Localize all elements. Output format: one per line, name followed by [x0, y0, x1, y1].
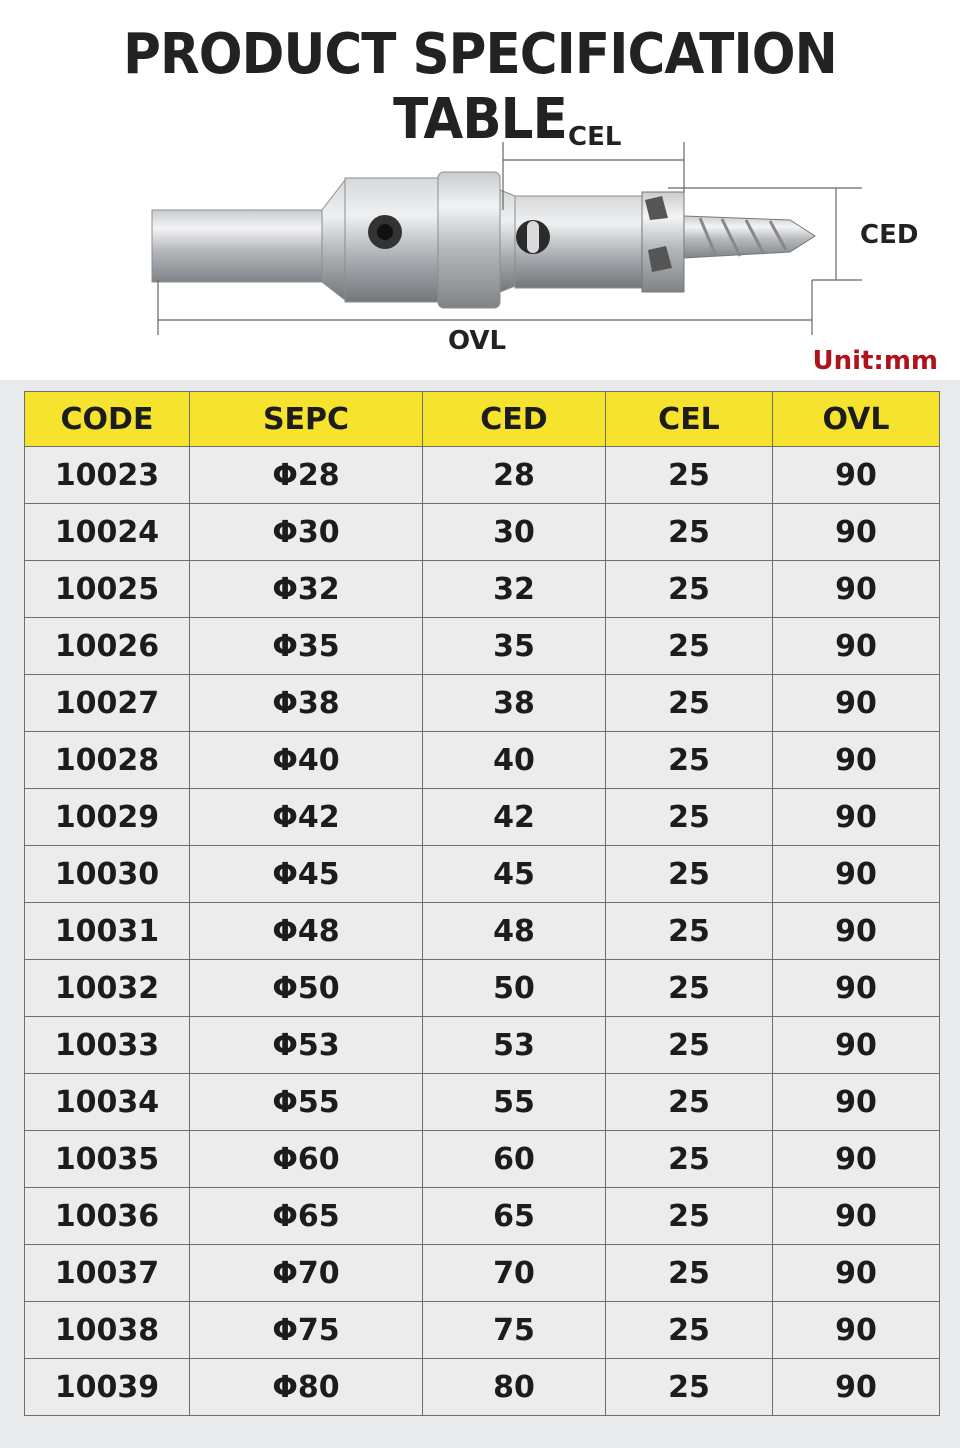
cell-ovl: 90	[773, 1131, 940, 1188]
cell-code: 10029	[25, 789, 190, 846]
cell-sepc: Φ38	[190, 675, 423, 732]
cell-cel: 25	[606, 561, 773, 618]
table-header-row	[25, 392, 940, 447]
cell-code: 10035	[25, 1131, 190, 1188]
cell-cel: 25	[606, 1302, 773, 1359]
cell-ced: 55	[423, 1074, 606, 1131]
table-row	[25, 618, 940, 675]
cell-cel: 25	[606, 789, 773, 846]
table-row	[25, 1188, 940, 1245]
cell-sepc: Φ80	[190, 1359, 423, 1416]
cell-sepc: Φ28	[190, 447, 423, 504]
cell-ced: 28	[423, 447, 606, 504]
ovl-label: OVL	[448, 326, 507, 356]
cell-ovl: 90	[773, 1017, 940, 1074]
pilot-drill	[684, 216, 815, 258]
cell-cel: 25	[606, 1188, 773, 1245]
cell-code: 10037	[25, 1245, 190, 1302]
page-title: PRODUCT SPECIFICATION TABLE	[123, 22, 837, 152]
header-ced: CED	[423, 392, 606, 447]
cell-sepc: Φ65	[190, 1188, 423, 1245]
collar	[438, 172, 500, 308]
product-diagram	[0, 100, 960, 380]
cell-ced: 42	[423, 789, 606, 846]
cell-ovl: 90	[773, 789, 940, 846]
cell-ced: 40	[423, 732, 606, 789]
table-row	[25, 1074, 940, 1131]
cell-ced: 30	[423, 504, 606, 561]
cell-ovl: 90	[773, 561, 940, 618]
cell-cel: 25	[606, 1074, 773, 1131]
cell-ced: 32	[423, 561, 606, 618]
cell-cel: 25	[606, 846, 773, 903]
cell-ced: 35	[423, 618, 606, 675]
cel-label: CEL	[568, 122, 622, 152]
cell-ced: 50	[423, 960, 606, 1017]
neck	[500, 190, 515, 292]
cell-sepc: Φ70	[190, 1245, 423, 1302]
table-row	[25, 1245, 940, 1302]
shank	[152, 210, 322, 282]
cell-ced: 65	[423, 1188, 606, 1245]
cell-cel: 25	[606, 618, 773, 675]
cell-sepc: Φ32	[190, 561, 423, 618]
table-row	[25, 561, 940, 618]
cell-code: 10028	[25, 732, 190, 789]
cell-sepc: Φ35	[190, 618, 423, 675]
cell-ovl: 90	[773, 1359, 940, 1416]
cell-sepc: Φ50	[190, 960, 423, 1017]
cell-code: 10032	[25, 960, 190, 1017]
table-row	[25, 1359, 940, 1416]
cell-ced: 38	[423, 675, 606, 732]
cell-code: 10031	[25, 903, 190, 960]
cell-ovl: 90	[773, 1074, 940, 1131]
header-sepc: SEPC	[190, 392, 423, 447]
cell-ovl: 90	[773, 732, 940, 789]
cell-ced: 53	[423, 1017, 606, 1074]
cell-cel: 25	[606, 504, 773, 561]
table-row	[25, 903, 940, 960]
cell-ovl: 90	[773, 1245, 940, 1302]
cell-sepc: Φ75	[190, 1302, 423, 1359]
cell-ovl: 90	[773, 447, 940, 504]
cell-code: 10023	[25, 447, 190, 504]
cell-sepc: Φ55	[190, 1074, 423, 1131]
cell-cel: 25	[606, 1359, 773, 1416]
table-row	[25, 504, 940, 561]
cell-sepc: Φ30	[190, 504, 423, 561]
table-body	[25, 447, 940, 1416]
cell-cel: 25	[606, 1131, 773, 1188]
table-row	[25, 447, 940, 504]
table-row	[25, 732, 940, 789]
cell-cel: 25	[606, 960, 773, 1017]
cell-ovl: 90	[773, 1302, 940, 1359]
unit-label: Unit:mm	[812, 346, 938, 376]
cell-cel: 25	[606, 675, 773, 732]
cell-code: 10034	[25, 1074, 190, 1131]
cell-ovl: 90	[773, 960, 940, 1017]
cell-code: 10038	[25, 1302, 190, 1359]
cell-ced: 80	[423, 1359, 606, 1416]
cell-cel: 25	[606, 1017, 773, 1074]
cell-code: 10027	[25, 675, 190, 732]
cell-ced: 75	[423, 1302, 606, 1359]
ced-label: CED	[860, 220, 919, 250]
cell-cel: 25	[606, 447, 773, 504]
header-cel: CEL	[606, 392, 773, 447]
cell-ovl: 90	[773, 1188, 940, 1245]
specification-table	[24, 391, 940, 1416]
cell-ovl: 90	[773, 504, 940, 561]
cell-ovl: 90	[773, 675, 940, 732]
cell-code: 10024	[25, 504, 190, 561]
cell-code: 10033	[25, 1017, 190, 1074]
cell-ovl: 90	[773, 618, 940, 675]
cell-sepc: Φ48	[190, 903, 423, 960]
cell-sepc: Φ45	[190, 846, 423, 903]
cell-code: 10039	[25, 1359, 190, 1416]
cell-sepc: Φ60	[190, 1131, 423, 1188]
header-ovl: OVL	[773, 392, 940, 447]
cell-ced: 48	[423, 903, 606, 960]
table-row	[25, 1302, 940, 1359]
cell-code: 10030	[25, 846, 190, 903]
cell-ced: 45	[423, 846, 606, 903]
cell-code: 10025	[25, 561, 190, 618]
table-row	[25, 1131, 940, 1188]
header-code: CODE	[25, 392, 190, 447]
cell-sepc: Φ40	[190, 732, 423, 789]
cell-sepc: Φ42	[190, 789, 423, 846]
cell-ced: 70	[423, 1245, 606, 1302]
table-row	[25, 846, 940, 903]
table-row	[25, 960, 940, 1017]
cell-ced: 60	[423, 1131, 606, 1188]
cell-code: 10036	[25, 1188, 190, 1245]
cell-cel: 25	[606, 903, 773, 960]
cell-ovl: 90	[773, 846, 940, 903]
cell-code: 10026	[25, 618, 190, 675]
cell-cel: 25	[606, 1245, 773, 1302]
cell-ovl: 90	[773, 903, 940, 960]
cell-cel: 25	[606, 732, 773, 789]
taper	[322, 180, 345, 300]
table-row	[25, 675, 940, 732]
table-row	[25, 1017, 940, 1074]
cell-sepc: Φ53	[190, 1017, 423, 1074]
table-row	[25, 789, 940, 846]
